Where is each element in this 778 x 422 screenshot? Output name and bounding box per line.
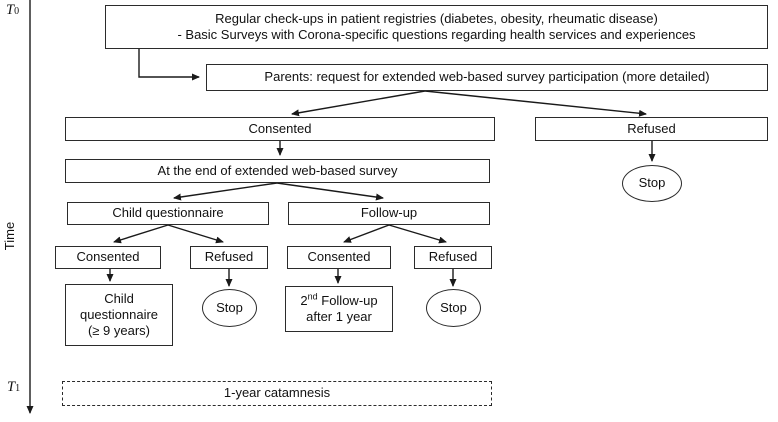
- arrow-parents-to-refused: [425, 91, 646, 114]
- refused-main-box: [535, 117, 768, 141]
- arrow-endsurvey-to-childq: [174, 183, 277, 198]
- child-refused-label: Refused: [204, 249, 254, 265]
- arrow-childq-to-consented: [114, 225, 168, 242]
- refused-main-label: Refused: [627, 120, 676, 136]
- stop-followup-ellipse: [426, 289, 481, 327]
- followup-consented-box: [287, 246, 391, 269]
- t0-label: [6, 2, 19, 19]
- followup-consented-label: Consented: [307, 249, 371, 265]
- child-questionnaire-label: Child questionnaire: [112, 205, 224, 221]
- child-consented-label: Consented: [76, 249, 140, 265]
- end-survey-label: At the end of extended web-based survey: [157, 162, 398, 178]
- child-result-line1: Child: [104, 290, 134, 306]
- second-followup-sup: nd: [307, 291, 318, 302]
- catamnesis-label: 1-year catamnesis: [223, 385, 331, 401]
- child-result-box: [65, 284, 173, 346]
- child-questionnaire-box: [67, 202, 269, 225]
- t1-symbol: T: [7, 379, 16, 395]
- child-consented-box: [55, 246, 161, 269]
- arrow-endsurvey-to-followup: [277, 183, 383, 198]
- followup-refused-box: [414, 246, 492, 269]
- second-followup-box: [285, 286, 393, 332]
- followup-refused-label: Refused: [428, 249, 478, 265]
- t0-symbol: T: [6, 2, 15, 18]
- stop-main-ellipse: [622, 165, 682, 202]
- child-result-line2: questionnaire: [79, 306, 159, 322]
- child-refused-box: [190, 246, 268, 269]
- follow-up-label: Follow-up: [360, 205, 418, 221]
- second-followup-num: 2: [300, 292, 308, 308]
- follow-up-box: [288, 202, 490, 225]
- stop-child-ellipse: [202, 289, 257, 327]
- time-axis-label: Time: [1, 221, 17, 251]
- second-followup-line2: after 1 year: [306, 309, 372, 324]
- consented-main-box: [65, 117, 495, 141]
- t1-subscript: 1: [15, 383, 21, 394]
- child-result-line3: (≥ 9 years): [87, 323, 151, 339]
- registry-box: [105, 5, 768, 49]
- registry-line2: - Basic Surveys with Corona-specific questions regarding health services and experiences: [177, 27, 696, 42]
- arrow-registry-to-parents: [139, 49, 199, 77]
- stop-main-label: Stop: [638, 175, 666, 191]
- parents-request-box: [206, 64, 768, 91]
- second-followup-rest: Follow-up: [317, 292, 378, 308]
- registry-line1: Regular check-ups in patient registries (diabetes, obesity, rheumatic disease): [215, 10, 658, 26]
- parents-request-label: Parents: request for extended web-based survey participation (more detailed): [264, 69, 710, 85]
- arrow-parents-to-consented: [292, 91, 425, 114]
- catamnesis-box: [62, 381, 492, 406]
- arrow-childq-to-refused: [168, 225, 223, 242]
- arrow-followup-to-refused: [389, 225, 446, 242]
- second-followup-line1: [300, 293, 377, 309]
- t0-subscript: 0: [14, 6, 20, 17]
- end-survey-box: [65, 159, 490, 183]
- t1-label: [7, 379, 20, 396]
- stop-child-label: Stop: [216, 299, 243, 315]
- stop-followup-label: Stop: [440, 299, 467, 315]
- consented-main-label: Consented: [248, 120, 312, 136]
- arrow-followup-to-consented: [344, 225, 389, 242]
